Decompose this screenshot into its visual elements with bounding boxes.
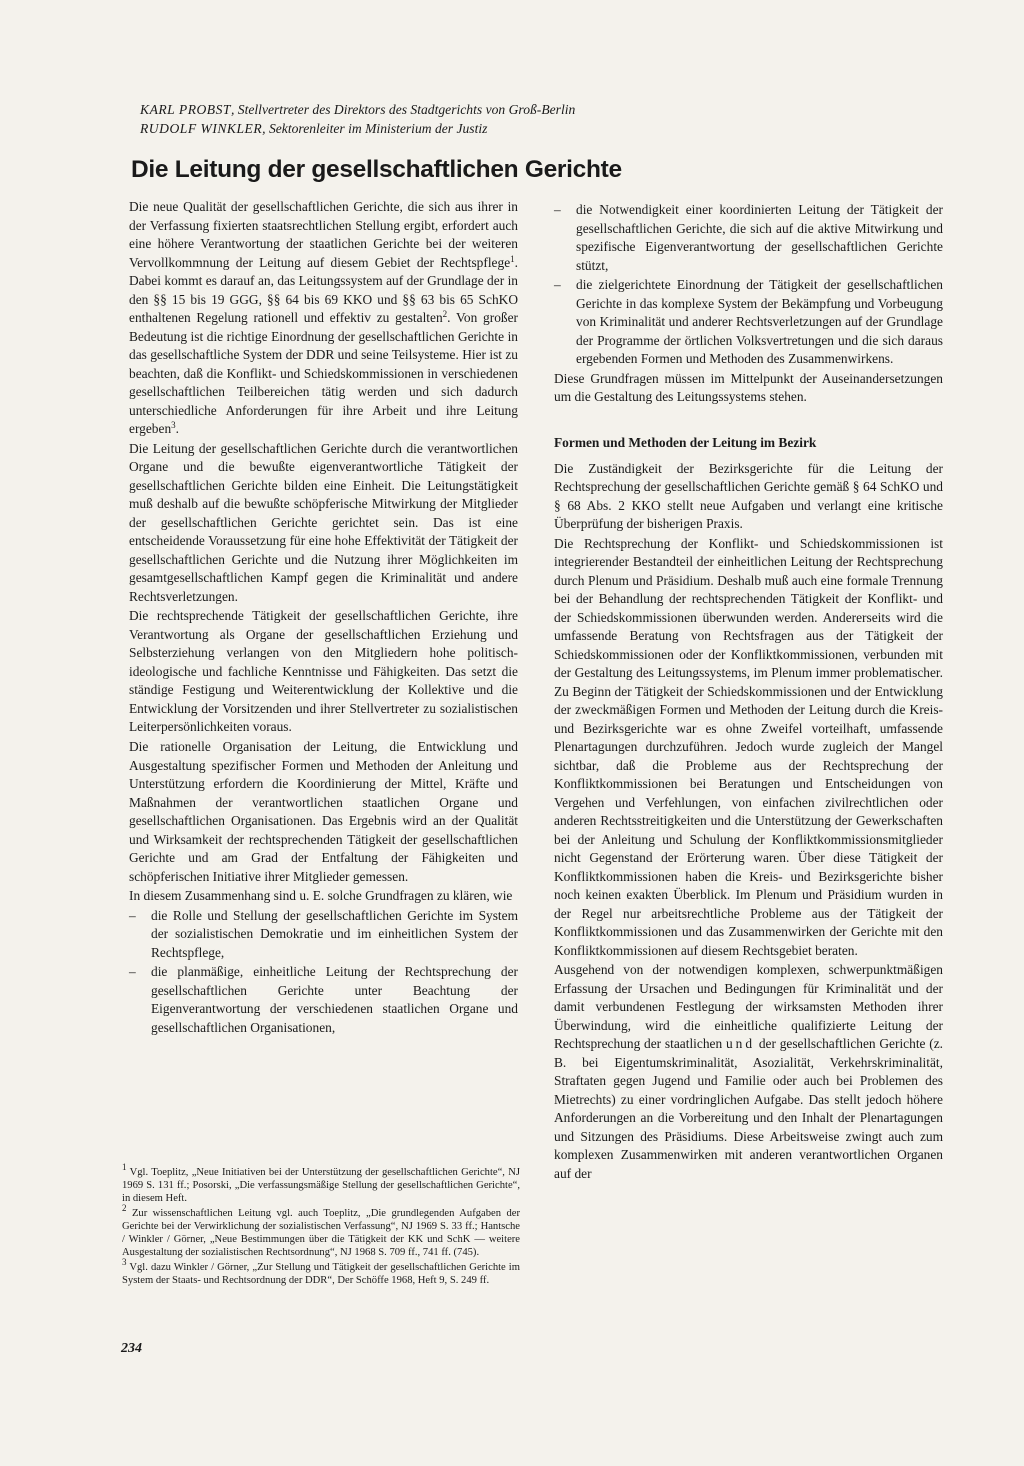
- paragraph: Die rechtsprechende Tätigkeit der gesellschaftlichen Gerichte, ihre Verantwortung als Organe der gesellschaftlichen Erziehung und Selbsterziehung verlangen von den Mitgliedern hohe politisch-ideologische und fachliche Kenntnisse und Fähigkeiten. Das setzt die ständige Festigung und Weiterentwicklung der Kollektive und die Entwicklung der Vorsitzenden und ihrer Stellvertreter zu sozialistischen Leiterpersönlichkeiten voraus.: [129, 608, 518, 735]
- question-list: [129, 907, 518, 1038]
- footnote: $^1$ Vgl. Toeplitz, „Neue Initiativen bei der Unterstützung der gesellschaftlichen Gerichte“, NJ 1969 S. 131 ff.; Posorski, „Die verfassungsmäßige Stellung der gesellschaftlichen Gerichte“, in diesem Heft.: [122, 1162, 520, 1204]
- author-name: RUDOLF WINKLER: [140, 121, 263, 136]
- paragraph: Die Rechtsprechung der Konflikt- und Schiedskommissionen ist integrierender Bestandteil der einheitlichen Leitung der Rechtsprechung durch Plenum und Präsidium. Deshalb muß auch eine formale Trennung bei der Behandlung der rechtsprechenden Tätigkeit der Konflikt- und der Schiedskommissionen überwunden werden. Andererseits wird die umfassende Beratung von Rechtsfragen aus der Tätigkeit der Schiedskommissionen oder der Konfliktkommissionen, verbunden mit der Gestaltung des Leitungssystems, im Plenum immer problematischer. Zu Beginn der Tätigkeit der Schiedskommissionen und der Entwicklung der zweckmäßigen Formen und Methoden der Leitung durch die Kreis- und Bezirksgerichte war es ohne Zweifel vorteilhaft, umfassende Plenartagungen durchzuführen. Jedoch wurde zugleich der Mangel sichtbar, daß die Probleme aus der Rechtsprechung der Konfliktkommissionen bei Beratungen und Entscheidungen von Vergehen und Verfehlungen, von einfachen zivilrechtlichen oder anderen Rechtsstreitigkeiten und die Unterstützung der Gewerkschaften bei der Anleitung und Schulung der Konfliktkommissionsmitglieder nicht Gegenstand der Erörterung waren. Über diese Tätigkeit der Konfliktkommissionen haben die Kreis- und Bezirksgerichte bisher noch keinen exakten Überblick. Im Plenum und Präsidium wurden in der Regel nur arbeitsrechtliche Probleme aus der Tätigkeit der Konfliktkommissionen und das Zusammenwirken der Gerichte mit den Konfliktkommissionen auf diesem Rechtsgebiet beraten.: [554, 535, 943, 958]
- paragraph: Die Leitung der gesellschaftlichen Gerichte durch die verantwortlichen Organe und die bewußte eigenverantwortliche Tätigkeit der gesellschaftlichen Gerichte bilden eine Einheit. Die Leitungstätigkeit muß deshalb auf die bewußte schöpferische Mitwirkung der Mitglieder der gesellschaftlichen Gerichte gerichtet sein. Das ist eine entscheidende Voraussetzung für eine hohe Effektivität der Tätigkeit der gesellschaftlichen Gerichte und die Nutzung ihrer Möglichkeiten im gesamtgesellschaftlichen Kampf gegen die Kriminalität und andere Rechtsverletzungen.: [129, 440, 518, 604]
- paragraph: Ausgehend von der notwendigen komplexen, schwerpunktmäßigen Erfassung der Ursachen und Bedingungen für Kriminalität und der damit verbundenen Festlegung der wirksamsten Methoden ihrer Überwindung, wird die einheitliche qualifizierte Leitung der Rechtsprechung der staatlichen und der gesellschaftlichen Gerichte (z. B. bei Eigentumskriminalität, Asozialität, Verkehrskriminalität, Straftaten gegen Jugend und Familie oder auch bei Problemen des Mietrechts) zu einer vordringlichen Aufgabe. Das stellt jedoch höhere Anforderungen an die Vorbereitung und den Inhalt der Plenartagungen und Sitzungen des Präsidiums. Diese Arbeitsweise zwingt auch zum komplexen Zusammenwirken mit anderen verantwortlichen Organen auf der: [554, 962, 944, 1181]
- author-line: [140, 100, 900, 119]
- author-line: [140, 119, 900, 138]
- list-item: – die Rolle und Stellung der gesellschaftlichen Gerichte im System der sozialistischen Demokratie und im einheitlichen System der Rechtspflege,: [129, 907, 518, 963]
- question-list-continued: [554, 201, 943, 369]
- right-column: [554, 201, 943, 1185]
- footnote-mark: 2: [442, 309, 448, 319]
- paragraph: In diesem Zusammenhang sind u. E. solche Grundfragen zu klären, wie: [129, 888, 513, 904]
- paragraph: Die rationelle Organisation der Leitung, die Entwicklung und Ausgestaltung spezifischer Formen und Methoden der Anleitung und Unterstützung erfordern die Koordinierung der Mittel, Kräfte und Maßnahmen der verantwortlichen staatlichen Organe und gesellschaftlichen Organisationen. Das Ergebnis wird an der Qualität und Wirksamkeit der rechtsprechenden Tätigkeit der gesellschaftlichen Gerichte und am Grad der Entfaltung der Fähigkeiten und schöpferischen Initiative ihrer Mitglieder gemessen.: [129, 739, 518, 884]
- footnote-mark: 3: [171, 420, 176, 430]
- list-item: – die Notwendigkeit einer koordinierten Leitung der Tätigkeit der gesellschaftlichen Gerichte, die sich auf die aktive Mitwirkung und spezifische Eigenverantwortung der gesellschaftlichen Gerichte stützt,: [554, 201, 943, 275]
- author-block: [140, 100, 900, 138]
- footnotes: [122, 1162, 520, 1289]
- list-item: – die planmäßige, einheitliche Leitung der Rechtsprechung der gesellschaftlichen Gerichte unter Beachtung der Eigenverantwortung der verschiedenen staatlichen Organe und gesellschaftlichen Organisationen,: [129, 963, 518, 1037]
- author-role: , Stellvertreter des Direktors des Stadtgerichts von Groß-Berlin: [230, 102, 576, 117]
- footnote: $^3$ Vgl. dazu Winkler / Görner, „Zur Stellung und Tätigkeit der gesellschaftlichen Gerichte im System der Staats- und Rechtsordnung der DDR“, Der Schöffe 1968, Heft 9, S. 249 ff.: [122, 1257, 520, 1286]
- author-role: , Sektorenleiter im Ministerium der Justiz: [262, 121, 488, 136]
- paragraph: Die Zuständigkeit der Bezirksgerichte für die Leitung der Rechtsprechung der gesellschaftlichen Gerichte gemäß § 64 SchKO und § 68 Abs. 2 KKO stellt neue Aufgaben und verlangt eine kritische Überprüfung der bisherigen Praxis.: [554, 460, 943, 531]
- paragraph: Diese Grundfragen müssen im Mittelpunkt der Auseinandersetzungen um die Gestaltung des Leitungssystems stehen.: [554, 370, 943, 404]
- section-heading: Formen und Methoden der Leitung im Bezirk: [554, 434, 817, 450]
- list-item: – die zielgerichtete Einordnung der Tätigkeit der gesellschaftlichen Gerichte in das komplexe System der Bekämpfung und Vorbeugung von Kriminalität und anderer Rechtsverletzungen auf der Grundlage der Programme der örtlichen Volksvertretungen und die sich daraus ergebenden Formen und Methoden des Zusammenwirkens.: [554, 276, 943, 369]
- article-title: Die Leitung der gesellschaftlichen Gerichte: [131, 156, 622, 183]
- footnote-mark: 1: [510, 253, 515, 264]
- left-column: [129, 198, 518, 1038]
- author-name: KARL PROBST: [140, 102, 231, 117]
- page-number: 234: [121, 1341, 142, 1356]
- footnote: $^2$ Zur wissenschaftlichen Leitung vgl. auch Toeplitz, „Die grundlegenden Aufgaben der Gerichte bei der Verwirklichung der sozialistischen Verfassung“, NJ 1969 S. 33 ff.; Hantsche / Winkler / Görner, „Neue Bestimmungen über die Tätigkeit der KK und SchK — weitere Ausgestaltung der sozialistischen Rechtsordnung“, NJ 1968 S. 709 ff., 741 ff. (745).: [122, 1203, 520, 1258]
- paragraph: Die neue Qualität der gesellschaftlichen Gerichte, die sich aus ihrer in der Verfassung fixierten staatsrechtlichen Stellung ergibt, erfordert auch eine höhere Verantwortung der staatlichen Gerichte bei der weiteren Vervollkommnung der Leitung auf diesem Gebiet der Rechtspflege$^1$. Dabei kommt es darauf an, das Leitungssystem auf der Grundlage der in den §§ 15 bis 19 GGG, §§ 64 bis 69 KKO und §§ 63 bis 65 SchKO enthaltenen Regelung rationell und effektiv zu gestalten$^2$. Von großer Bedeutung ist die richtige Einordnung der gesellschaftlichen Gerichte in das gesellschaftliche System der DDR und seine Teilsysteme. Hier ist zu beachten, daß die Konflikt- und Schiedskommissionen in verschiedenen gesellschaftlichen Teilbereichen tätig werden und sich dadurch unterschiedliche Anforderungen für ihre Arbeit und ihre Leitung ergeben$^3$.: [129, 199, 518, 436]
